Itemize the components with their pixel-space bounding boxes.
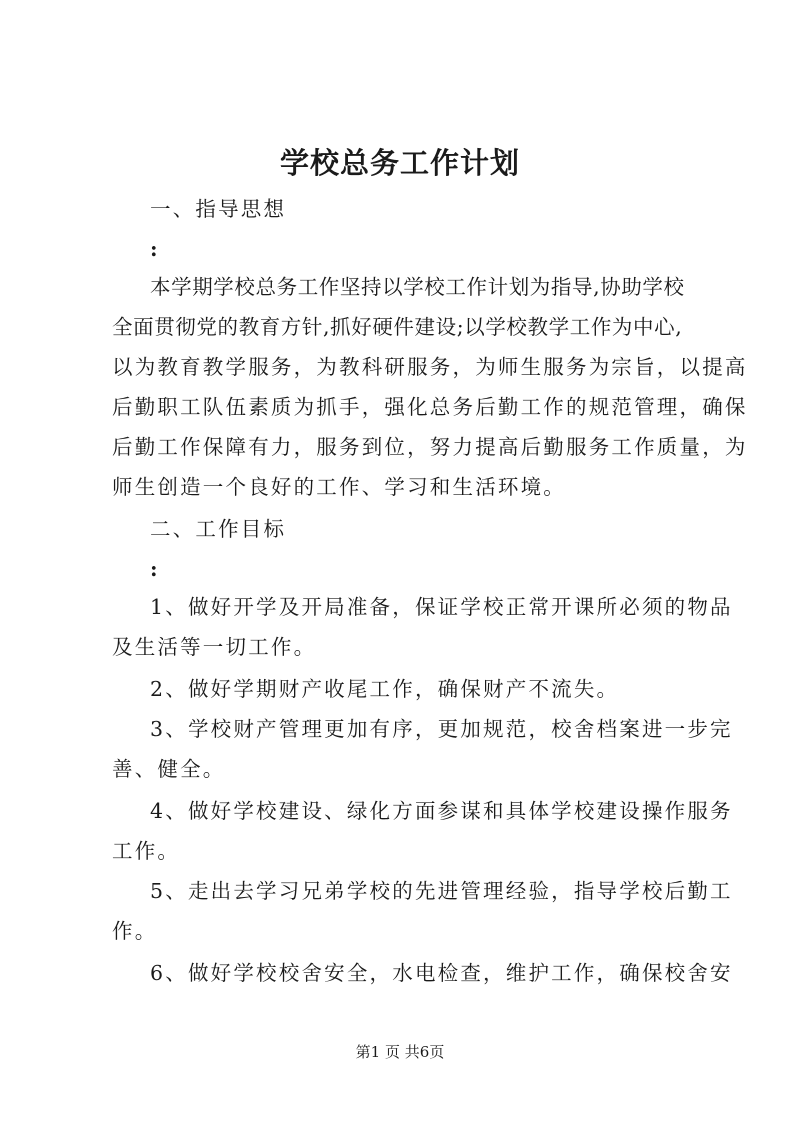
footer-prefix: 第 <box>355 1043 371 1061</box>
section-heading: 二、工作目标 <box>150 517 287 541</box>
list-item-line: 及生活等一切工作。 <box>112 635 317 659</box>
list-item-line: 5、走出去学习兄弟学校的先进管理经验，指导学校后勤工 <box>150 879 733 903</box>
footer-suffix: 页 <box>429 1043 445 1061</box>
list-item-line: 4、做好学校建设、绿化方面参谋和具体学校建设操作服务 <box>150 799 733 823</box>
footer-middle: 页 共 <box>385 1043 420 1061</box>
paragraph-line: 全面贯彻党的教育方针,抓好硬件建设;以学校教学工作为中心, <box>112 315 683 339</box>
list-item-line: 2、做好学期财产收尾工作，确保财产不流失。 <box>150 677 620 701</box>
list-item-line: 6、做好学校校舍安全，水电检查，维护工作，确保校舍安 <box>150 961 733 985</box>
paragraph-line: 本学期学校总务工作坚持以学校工作计划为指导,协助学校 <box>150 275 685 299</box>
paragraph-line: 后勤职工队伍素质为抓手，强化总务后勤工作的规范管理，确保 <box>112 395 748 419</box>
page-footer <box>0 1042 800 1062</box>
section-colon: : <box>150 237 160 261</box>
footer-current-page: 1 <box>370 1043 381 1061</box>
paragraph-line: 以为教育教学服务，为教科研服务，为师生服务为宗旨，以提高 <box>112 355 748 379</box>
document-title: 学校总务工作计划 <box>279 146 520 180</box>
list-item-line: 工作。 <box>112 839 181 863</box>
list-item-line: 作。 <box>112 919 158 943</box>
paragraph-line: 后勤工作保障有力，服务到位，努力提高后勤服务工作质量，为 <box>112 435 748 459</box>
list-item-line: 1、做好开学及开局准备，保证学校正常开课所必须的物品 <box>150 595 733 619</box>
paragraph-line: 师生创造一个良好的工作、学习和生活环境。 <box>112 475 566 499</box>
footer-total-pages: 6 <box>419 1043 430 1061</box>
list-item-line: 3、学校财产管理更加有序，更加规范，校舍档案进一步完 <box>150 717 733 741</box>
section-heading: 一、指导思想 <box>150 197 287 221</box>
list-item-line: 善、健全。 <box>112 757 226 781</box>
section-colon: : <box>150 557 160 581</box>
